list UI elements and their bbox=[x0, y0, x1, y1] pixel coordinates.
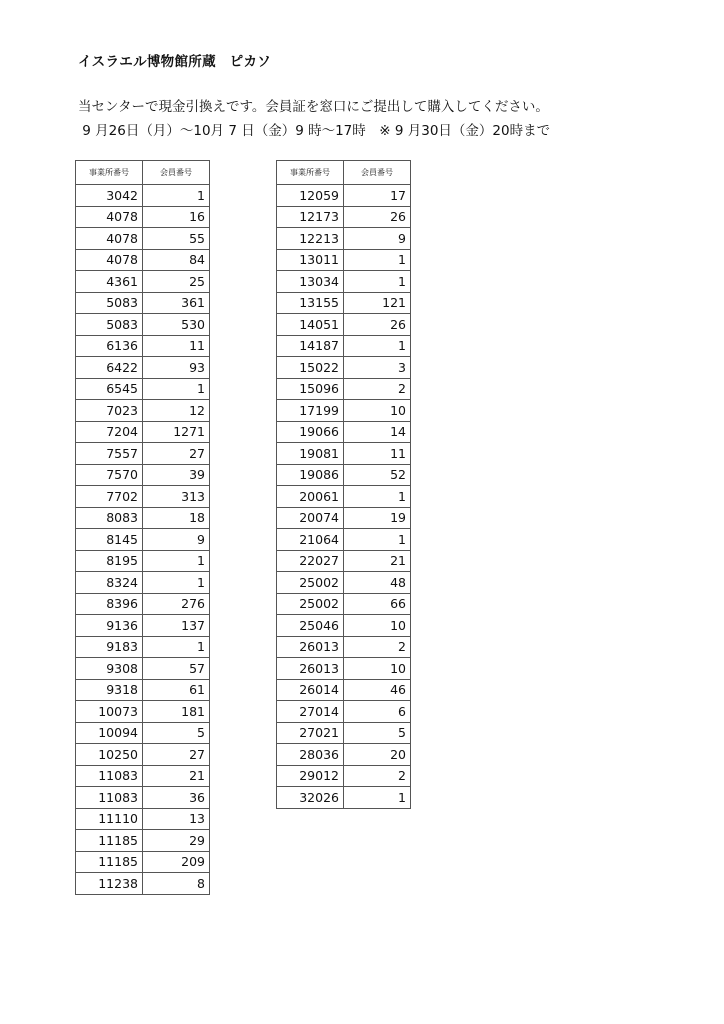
table-row bbox=[277, 615, 411, 637]
office-number-cell: 7557 bbox=[76, 443, 143, 465]
office-number-cell: 12173 bbox=[277, 206, 344, 228]
office-number-cell: 22027 bbox=[277, 550, 344, 572]
table-row bbox=[277, 701, 411, 723]
office-number-cell: 10250 bbox=[76, 744, 143, 766]
member-number-cell: 1 bbox=[143, 378, 210, 400]
member-number-cell: 1 bbox=[344, 529, 411, 551]
column-header-member-number: 会員番号 bbox=[344, 161, 411, 185]
member-number-cell: 16 bbox=[143, 206, 210, 228]
member-number-cell: 5 bbox=[143, 722, 210, 744]
office-number-cell: 13011 bbox=[277, 249, 344, 271]
office-number-cell: 17199 bbox=[277, 400, 344, 422]
table-row bbox=[76, 615, 210, 637]
table-row bbox=[76, 550, 210, 572]
table-row bbox=[76, 765, 210, 787]
member-number-cell: 1 bbox=[344, 335, 411, 357]
table-row bbox=[76, 421, 210, 443]
member-number-cell: 84 bbox=[143, 249, 210, 271]
office-number-cell: 5083 bbox=[76, 292, 143, 314]
member-number-cell: 17 bbox=[344, 185, 411, 207]
table-row bbox=[76, 529, 210, 551]
member-number-cell: 1 bbox=[143, 636, 210, 658]
member-number-cell: 36 bbox=[143, 787, 210, 809]
office-number-cell: 19086 bbox=[277, 464, 344, 486]
table-row bbox=[277, 658, 411, 680]
table-row bbox=[76, 658, 210, 680]
table-row bbox=[277, 228, 411, 250]
member-number-cell: 11 bbox=[143, 335, 210, 357]
member-number-cell: 2 bbox=[344, 378, 411, 400]
member-number-cell: 18 bbox=[143, 507, 210, 529]
table-row bbox=[76, 808, 210, 830]
table-row bbox=[277, 572, 411, 594]
office-number-cell: 6545 bbox=[76, 378, 143, 400]
table-row bbox=[76, 744, 210, 766]
table-row bbox=[76, 335, 210, 357]
office-number-cell: 20074 bbox=[277, 507, 344, 529]
member-number-cell: 11 bbox=[344, 443, 411, 465]
table-row bbox=[277, 679, 411, 701]
member-number-cell: 12 bbox=[143, 400, 210, 422]
table-row bbox=[76, 378, 210, 400]
member-number-cell: 9 bbox=[143, 529, 210, 551]
office-number-cell: 3042 bbox=[76, 185, 143, 207]
table-row bbox=[277, 443, 411, 465]
table-row bbox=[76, 507, 210, 529]
member-number-cell: 21 bbox=[344, 550, 411, 572]
table-row bbox=[76, 787, 210, 809]
member-number-cell: 313 bbox=[143, 486, 210, 508]
member-number-cell: 1 bbox=[344, 271, 411, 293]
member-number-cell: 209 bbox=[143, 851, 210, 873]
office-number-cell: 15022 bbox=[277, 357, 344, 379]
member-number-cell: 8 bbox=[143, 873, 210, 895]
table-row bbox=[76, 185, 210, 207]
schedule-text: 9 月26日（月）～10月 7 日（金）9 時～17時 ※ 9 月30日（金）20時まで bbox=[78, 123, 551, 139]
table-row bbox=[277, 744, 411, 766]
table-row bbox=[76, 314, 210, 336]
member-number-cell: 530 bbox=[143, 314, 210, 336]
member-number-cell: 1 bbox=[143, 572, 210, 594]
instruction-text: 当センターで現金引換えです。会員証を窓口にご提出して購入してください。 bbox=[78, 99, 549, 115]
table-row bbox=[76, 851, 210, 873]
member-number-cell: 5 bbox=[344, 722, 411, 744]
table-row bbox=[277, 787, 411, 809]
member-number-cell: 137 bbox=[143, 615, 210, 637]
office-number-cell: 13034 bbox=[277, 271, 344, 293]
office-number-cell: 8396 bbox=[76, 593, 143, 615]
member-number-cell: 10 bbox=[344, 658, 411, 680]
office-number-cell: 20061 bbox=[277, 486, 344, 508]
member-number-cell: 52 bbox=[344, 464, 411, 486]
office-number-cell: 14051 bbox=[277, 314, 344, 336]
member-number-cell: 2 bbox=[344, 636, 411, 658]
office-number-cell: 12059 bbox=[277, 185, 344, 207]
table-row bbox=[277, 421, 411, 443]
table-row bbox=[277, 550, 411, 572]
member-number-cell: 1 bbox=[344, 486, 411, 508]
office-number-cell: 7204 bbox=[76, 421, 143, 443]
member-number-cell: 27 bbox=[143, 744, 210, 766]
member-number-cell: 27 bbox=[143, 443, 210, 465]
office-number-cell: 4361 bbox=[76, 271, 143, 293]
office-number-cell: 10094 bbox=[76, 722, 143, 744]
table-row bbox=[277, 486, 411, 508]
member-number-cell: 6 bbox=[344, 701, 411, 723]
table-row bbox=[76, 701, 210, 723]
table-row bbox=[76, 292, 210, 314]
member-number-cell: 1271 bbox=[143, 421, 210, 443]
office-number-cell: 19066 bbox=[277, 421, 344, 443]
office-number-cell: 5083 bbox=[76, 314, 143, 336]
member-table-right bbox=[276, 160, 411, 809]
member-number-cell: 48 bbox=[344, 572, 411, 594]
office-number-cell: 10073 bbox=[76, 701, 143, 723]
office-number-cell: 11185 bbox=[76, 851, 143, 873]
table-row bbox=[277, 507, 411, 529]
office-number-cell: 25002 bbox=[277, 593, 344, 615]
member-number-cell: 1 bbox=[143, 185, 210, 207]
table-row bbox=[277, 765, 411, 787]
table-row bbox=[76, 206, 210, 228]
office-number-cell: 6422 bbox=[76, 357, 143, 379]
office-number-cell: 29012 bbox=[277, 765, 344, 787]
table-row bbox=[277, 292, 411, 314]
member-number-cell: 55 bbox=[143, 228, 210, 250]
member-number-cell: 1 bbox=[344, 787, 411, 809]
member-table-left bbox=[75, 160, 210, 895]
member-number-cell: 29 bbox=[143, 830, 210, 852]
table-row bbox=[277, 185, 411, 207]
member-number-cell: 26 bbox=[344, 206, 411, 228]
office-number-cell: 8324 bbox=[76, 572, 143, 594]
table-row bbox=[277, 529, 411, 551]
member-number-cell: 19 bbox=[344, 507, 411, 529]
office-number-cell: 11083 bbox=[76, 765, 143, 787]
office-number-cell: 8145 bbox=[76, 529, 143, 551]
member-number-cell: 2 bbox=[344, 765, 411, 787]
table-row bbox=[76, 249, 210, 271]
office-number-cell: 25046 bbox=[277, 615, 344, 637]
member-number-cell: 121 bbox=[344, 292, 411, 314]
office-number-cell: 12213 bbox=[277, 228, 344, 250]
table-row bbox=[277, 249, 411, 271]
member-number-cell: 25 bbox=[143, 271, 210, 293]
table-row bbox=[76, 486, 210, 508]
office-number-cell: 11083 bbox=[76, 787, 143, 809]
office-number-cell: 9136 bbox=[76, 615, 143, 637]
table-header-row bbox=[76, 161, 210, 185]
table-row bbox=[76, 636, 210, 658]
table-row bbox=[76, 357, 210, 379]
office-number-cell: 9183 bbox=[76, 636, 143, 658]
table-row bbox=[76, 464, 210, 486]
table-row bbox=[76, 830, 210, 852]
office-number-cell: 7702 bbox=[76, 486, 143, 508]
office-number-cell: 15096 bbox=[277, 378, 344, 400]
member-number-cell: 10 bbox=[344, 400, 411, 422]
table-row bbox=[76, 443, 210, 465]
table-row bbox=[277, 400, 411, 422]
office-number-cell: 7023 bbox=[76, 400, 143, 422]
member-number-cell: 66 bbox=[344, 593, 411, 615]
member-number-cell: 10 bbox=[344, 615, 411, 637]
member-number-cell: 1 bbox=[344, 249, 411, 271]
office-number-cell: 26013 bbox=[277, 636, 344, 658]
office-number-cell: 27014 bbox=[277, 701, 344, 723]
member-number-cell: 14 bbox=[344, 421, 411, 443]
office-number-cell: 28036 bbox=[277, 744, 344, 766]
member-number-cell: 93 bbox=[143, 357, 210, 379]
table-row bbox=[277, 593, 411, 615]
table-row bbox=[277, 464, 411, 486]
member-number-cell: 46 bbox=[344, 679, 411, 701]
office-number-cell: 11110 bbox=[76, 808, 143, 830]
table-row bbox=[277, 636, 411, 658]
office-number-cell: 6136 bbox=[76, 335, 143, 357]
table-row bbox=[76, 679, 210, 701]
table-row bbox=[277, 378, 411, 400]
office-number-cell: 26013 bbox=[277, 658, 344, 680]
member-number-cell: 61 bbox=[143, 679, 210, 701]
office-number-cell: 7570 bbox=[76, 464, 143, 486]
office-number-cell: 4078 bbox=[76, 228, 143, 250]
office-number-cell: 19081 bbox=[277, 443, 344, 465]
office-number-cell: 11185 bbox=[76, 830, 143, 852]
office-number-cell: 9318 bbox=[76, 679, 143, 701]
member-number-cell: 57 bbox=[143, 658, 210, 680]
member-number-cell: 181 bbox=[143, 701, 210, 723]
office-number-cell: 21064 bbox=[277, 529, 344, 551]
member-number-cell: 9 bbox=[344, 228, 411, 250]
table-row bbox=[277, 314, 411, 336]
table-row bbox=[76, 722, 210, 744]
office-number-cell: 14187 bbox=[277, 335, 344, 357]
office-number-cell: 32026 bbox=[277, 787, 344, 809]
office-number-cell: 8195 bbox=[76, 550, 143, 572]
table-row bbox=[76, 873, 210, 895]
table-row bbox=[76, 593, 210, 615]
office-number-cell: 4078 bbox=[76, 206, 143, 228]
member-number-cell: 361 bbox=[143, 292, 210, 314]
table-row bbox=[277, 271, 411, 293]
member-number-cell: 1 bbox=[143, 550, 210, 572]
office-number-cell: 9308 bbox=[76, 658, 143, 680]
member-number-cell: 20 bbox=[344, 744, 411, 766]
table-row bbox=[277, 206, 411, 228]
table-row bbox=[76, 572, 210, 594]
table-row bbox=[277, 357, 411, 379]
column-header-office-number: 事業所番号 bbox=[76, 161, 143, 185]
member-number-cell: 13 bbox=[143, 808, 210, 830]
member-number-cell: 39 bbox=[143, 464, 210, 486]
table-row bbox=[76, 228, 210, 250]
table-header-row bbox=[277, 161, 411, 185]
table-row bbox=[277, 335, 411, 357]
office-number-cell: 4078 bbox=[76, 249, 143, 271]
column-header-office-number: 事業所番号 bbox=[277, 161, 344, 185]
table-row bbox=[277, 722, 411, 744]
office-number-cell: 8083 bbox=[76, 507, 143, 529]
office-number-cell: 26014 bbox=[277, 679, 344, 701]
office-number-cell: 13155 bbox=[277, 292, 344, 314]
member-number-cell: 276 bbox=[143, 593, 210, 615]
column-header-member-number: 会員番号 bbox=[143, 161, 210, 185]
document-title: イスラエル博物館所蔵 ピカソ bbox=[78, 54, 272, 70]
office-number-cell: 27021 bbox=[277, 722, 344, 744]
member-number-cell: 3 bbox=[344, 357, 411, 379]
office-number-cell: 25002 bbox=[277, 572, 344, 594]
office-number-cell: 11238 bbox=[76, 873, 143, 895]
member-number-cell: 26 bbox=[344, 314, 411, 336]
member-number-cell: 21 bbox=[143, 765, 210, 787]
table-row bbox=[76, 400, 210, 422]
table-row bbox=[76, 271, 210, 293]
